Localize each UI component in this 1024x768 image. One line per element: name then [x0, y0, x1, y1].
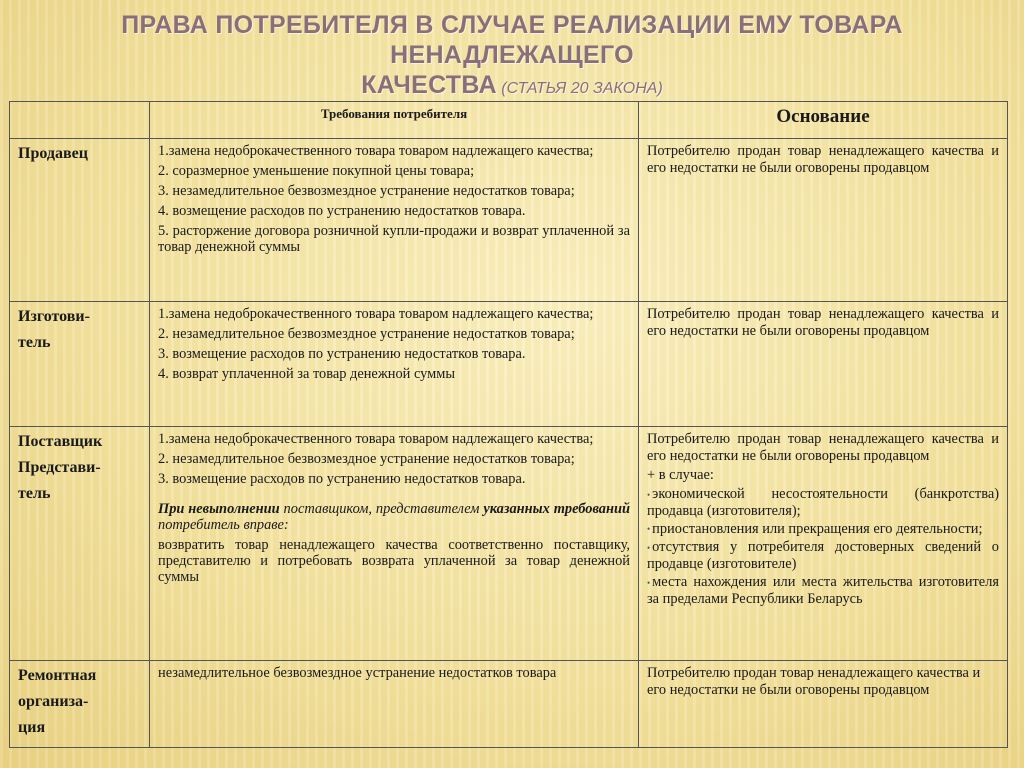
note-italic-1: поставщиком, представителем [279, 501, 484, 517]
condition-item [647, 486, 999, 519]
requirement-item: 1.замена недоброкачественного товара товаром надлежащего качества; [158, 431, 594, 447]
header-requirements: Требования потребителя [150, 102, 639, 139]
header-party [10, 102, 150, 139]
requirement-item: 3. незамедлительное безвозмездное устранение недостатков товара; [158, 183, 575, 199]
table-row-supplier [10, 427, 1008, 661]
requirements-cell-manufacturer [150, 302, 639, 427]
condition-text: отсутствия у потребителя достоверных сведений о продавце (изготовителе) [647, 539, 999, 573]
basis-text: Потребителю продан товар ненадлежащего качества и его недостатки не были оговорены продавцом [647, 431, 999, 464]
party-label: организа- [18, 693, 89, 710]
table-row-repair-org [10, 661, 1008, 748]
requirement-item: 2. незамедлительное безвозмездное устранение недостатков товара; [158, 326, 575, 342]
non-fulfillment-note [158, 501, 630, 533]
party-cell-seller [10, 139, 150, 302]
condition-item [647, 521, 999, 538]
condition-item [647, 539, 999, 572]
basis-cell-seller [639, 139, 1008, 302]
basis-text: Потребителю продан товар ненадлежащего качества и его недостатки не были оговорены продавцом [647, 665, 981, 698]
requirement-item: 2. незамедлительное безвозмездное устранение недостатков товара; [158, 451, 575, 467]
note-italic-2: потребитель вправе: [158, 517, 289, 533]
party-label: Поставщик [18, 433, 103, 450]
requirement-item: 5. расторжение договора розничной купли-продажи и возврат уплаченной за товар денежной суммы [158, 223, 630, 255]
note-bold-2: указанных требований [483, 501, 630, 517]
header-basis: Основание [639, 102, 1008, 139]
title-line-1: ПРАВА ПОТРЕБИТЕЛЯ В СЛУЧАЕ РЕАЛИЗАЦИИ ЕМУ ТОВАРА НЕНАДЛЕЖАЩЕГО [121, 11, 903, 69]
party-cell-manufacturer [10, 302, 150, 427]
condition-text: приостановления или прекращения его деятельности; [652, 520, 983, 537]
party-label: Ремонтная [18, 667, 97, 684]
slide-title [0, 10, 1024, 104]
table-row-seller [10, 139, 1008, 302]
requirement-item: 4. возмещение расходов по устранению недостатков товара. [158, 203, 526, 219]
note-bold-1: При невыполнении [158, 501, 280, 517]
requirement-item: 3. возмещение расходов по устранению недостатков товара. [158, 471, 526, 487]
party-label: Представи- [18, 459, 101, 476]
consumer-rights-table [9, 101, 1008, 748]
requirement-item: незамедлительное безвозмездное устранение недостатков товара [158, 665, 557, 681]
title-line-2: КАЧЕСТВА [361, 71, 497, 99]
basis-text: Потребителю продан товар ненадлежащего качества и его недостатки не были оговорены продавцом [647, 143, 999, 176]
party-label: тель [18, 334, 51, 351]
basis-text: Потребителю продан товар ненадлежащего качества и его недостатки не были оговорены продавцом [647, 306, 999, 339]
party-cell-repair-org [10, 661, 150, 748]
title-subtitle: (СТАТЬЯ 20 ЗАКОНА) [501, 80, 663, 97]
party-label: Изготови- [18, 308, 90, 325]
bullet-icon: • [647, 577, 651, 588]
party-label: тель [18, 485, 51, 502]
bullet-icon: • [647, 489, 651, 500]
condition-item [647, 574, 999, 607]
requirement-item: 2. соразмерное уменьшение покупной цены товара; [158, 163, 475, 179]
requirements-cell-repair-org [150, 661, 639, 748]
requirement-item: 1.замена недоброкачественного товара товаром надлежащего качества; [158, 306, 594, 322]
condition-text: места нахождения или места жительства изготовителя за пределами Республики Беларусь [647, 574, 999, 607]
case-intro: + в случае: [647, 467, 714, 483]
table-row-manufacturer [10, 302, 1008, 427]
requirements-cell-supplier [150, 427, 639, 661]
requirements-cell-seller [150, 139, 639, 302]
bullet-icon: • [647, 524, 651, 535]
basis-cell-repair-org [639, 661, 1008, 748]
party-label: Продавец [18, 145, 88, 162]
party-cell-supplier [10, 427, 150, 661]
consumer-right-text: возвратить товар ненадлежащего качества соответственно поставщику, представителю и потребовать возврата уплаченной за товар денежной суммы [158, 537, 630, 585]
requirement-item: 1.замена недоброкачественного товара товаром надлежащего качества; [158, 143, 594, 159]
table-header-row [10, 102, 1008, 139]
basis-cell-manufacturer [639, 302, 1008, 427]
basis-cell-supplier [639, 427, 1008, 661]
requirement-item: 3. возмещение расходов по устранению недостатков товара. [158, 346, 526, 362]
bullet-icon: • [647, 543, 651, 554]
party-label: ция [18, 719, 46, 736]
requirement-item: 4. возврат уплаченной за товар денежной суммы [158, 366, 456, 382]
condition-text: экономической несостоятельности (банкротства) продавца (изготовителя); [647, 486, 999, 519]
